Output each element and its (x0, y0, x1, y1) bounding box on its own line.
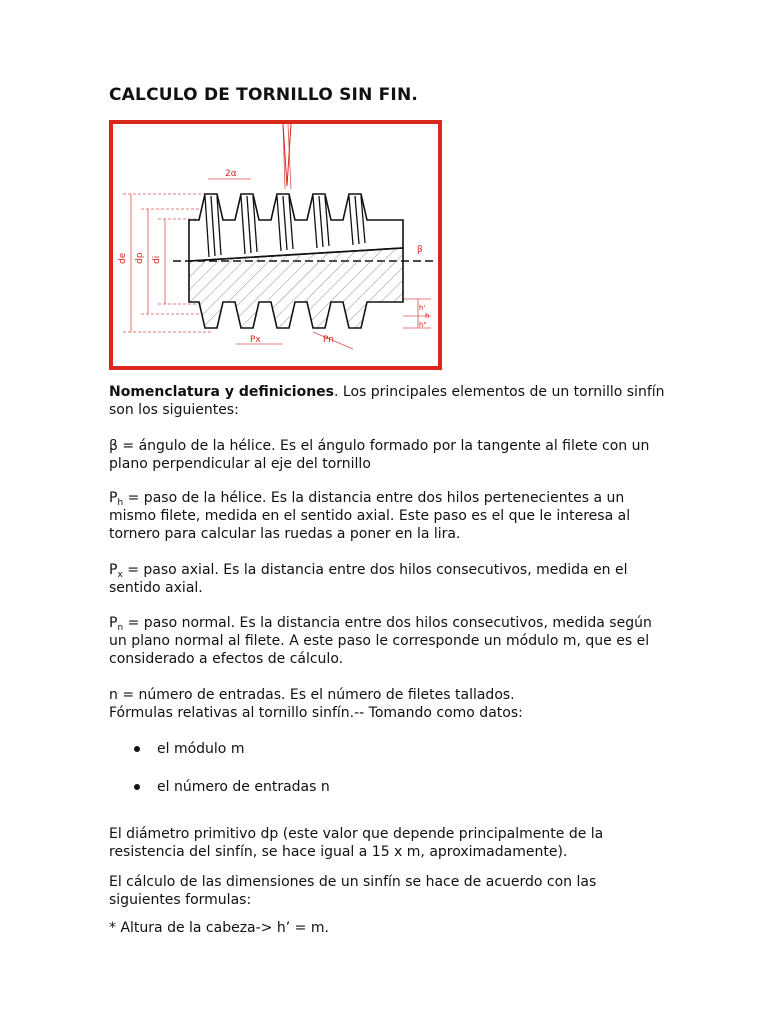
ph-subscript: h (117, 498, 124, 508)
beta-label: β (417, 245, 423, 255)
list-item: el módulo m (109, 739, 669, 777)
pn-label: Pn (323, 335, 334, 345)
px-symbol: P (109, 562, 118, 578)
dp-label: dp (135, 252, 145, 264)
dp-paragraph: El diámetro primitivo dp (este valor que depende principalmente de la resistencia del sinfín, se hace igual a 15 x m, aproximadamente). (109, 826, 604, 860)
list-item: el número de entradas n (109, 777, 669, 815)
bullet-icon (134, 784, 140, 790)
calc-paragraph: El cálculo de las dimensiones de un sinfín se hace de acuerdo con las siguientes formulas: (109, 874, 597, 908)
worm-screw-drawing (113, 124, 438, 366)
pn-text: = paso normal. Es la distancia entre dos hilos consecutivos, medida según un plano normal al filete. A este paso le corresponde un módulo m, que es el considerado a efectos de cálculo. (109, 615, 652, 667)
worm-screw-diagram (109, 120, 442, 370)
px-subscript: x (117, 570, 123, 580)
data-list (109, 739, 669, 815)
de-label: de (118, 252, 128, 264)
pn-subscript: n (117, 623, 124, 633)
pn-definition (109, 614, 669, 668)
entries-definition: n = número de entradas. Es el número de filetes tallados. (109, 687, 515, 703)
angle-label: 2α (225, 169, 237, 179)
px-label: Px (250, 335, 261, 345)
beta-definition: β = ángulo de la hélice. Es el ángulo formado por la tangente al filete con un plano perpendicular al eje del tornillo (109, 438, 650, 472)
screw-lower-half (189, 248, 403, 328)
di-label: di (152, 255, 162, 264)
h-prime-label: h' (419, 304, 426, 312)
ph-definition (109, 489, 669, 543)
intro-text: . Los principales elementos de un tornillo sinfín son los siguientes: (109, 384, 665, 418)
formulas-intro: Fórmulas relativas al tornillo sinfín.-- Tomando como datos: (109, 705, 523, 721)
px-definition (109, 561, 669, 597)
bullet-icon (134, 746, 140, 752)
ph-symbol: P (109, 490, 118, 506)
head-height-formula: * Altura de la cabeza-> h’ = m. (109, 920, 329, 936)
intro-paragraph (109, 383, 669, 419)
intro-heading: Nomenclatura y definiciones (109, 384, 334, 400)
page-title: CALCULO DE TORNILLO SIN FIN. (109, 85, 419, 105)
ph-text: = paso de la hélice. Es la distancia entre dos hilos pertenecientes a un mismo filete, medida en el sentido axial. Este paso es el que le interesa al tornero para calcular las ruedas a poner en la lira. (109, 490, 631, 542)
px-text: = paso axial. Es la distancia entre dos hilos consecutivos, medida en el sentido axial. (109, 562, 628, 596)
h-double-prime-label: h" (419, 321, 427, 329)
pn-symbol: P (109, 615, 118, 631)
h-label: h (425, 312, 430, 320)
